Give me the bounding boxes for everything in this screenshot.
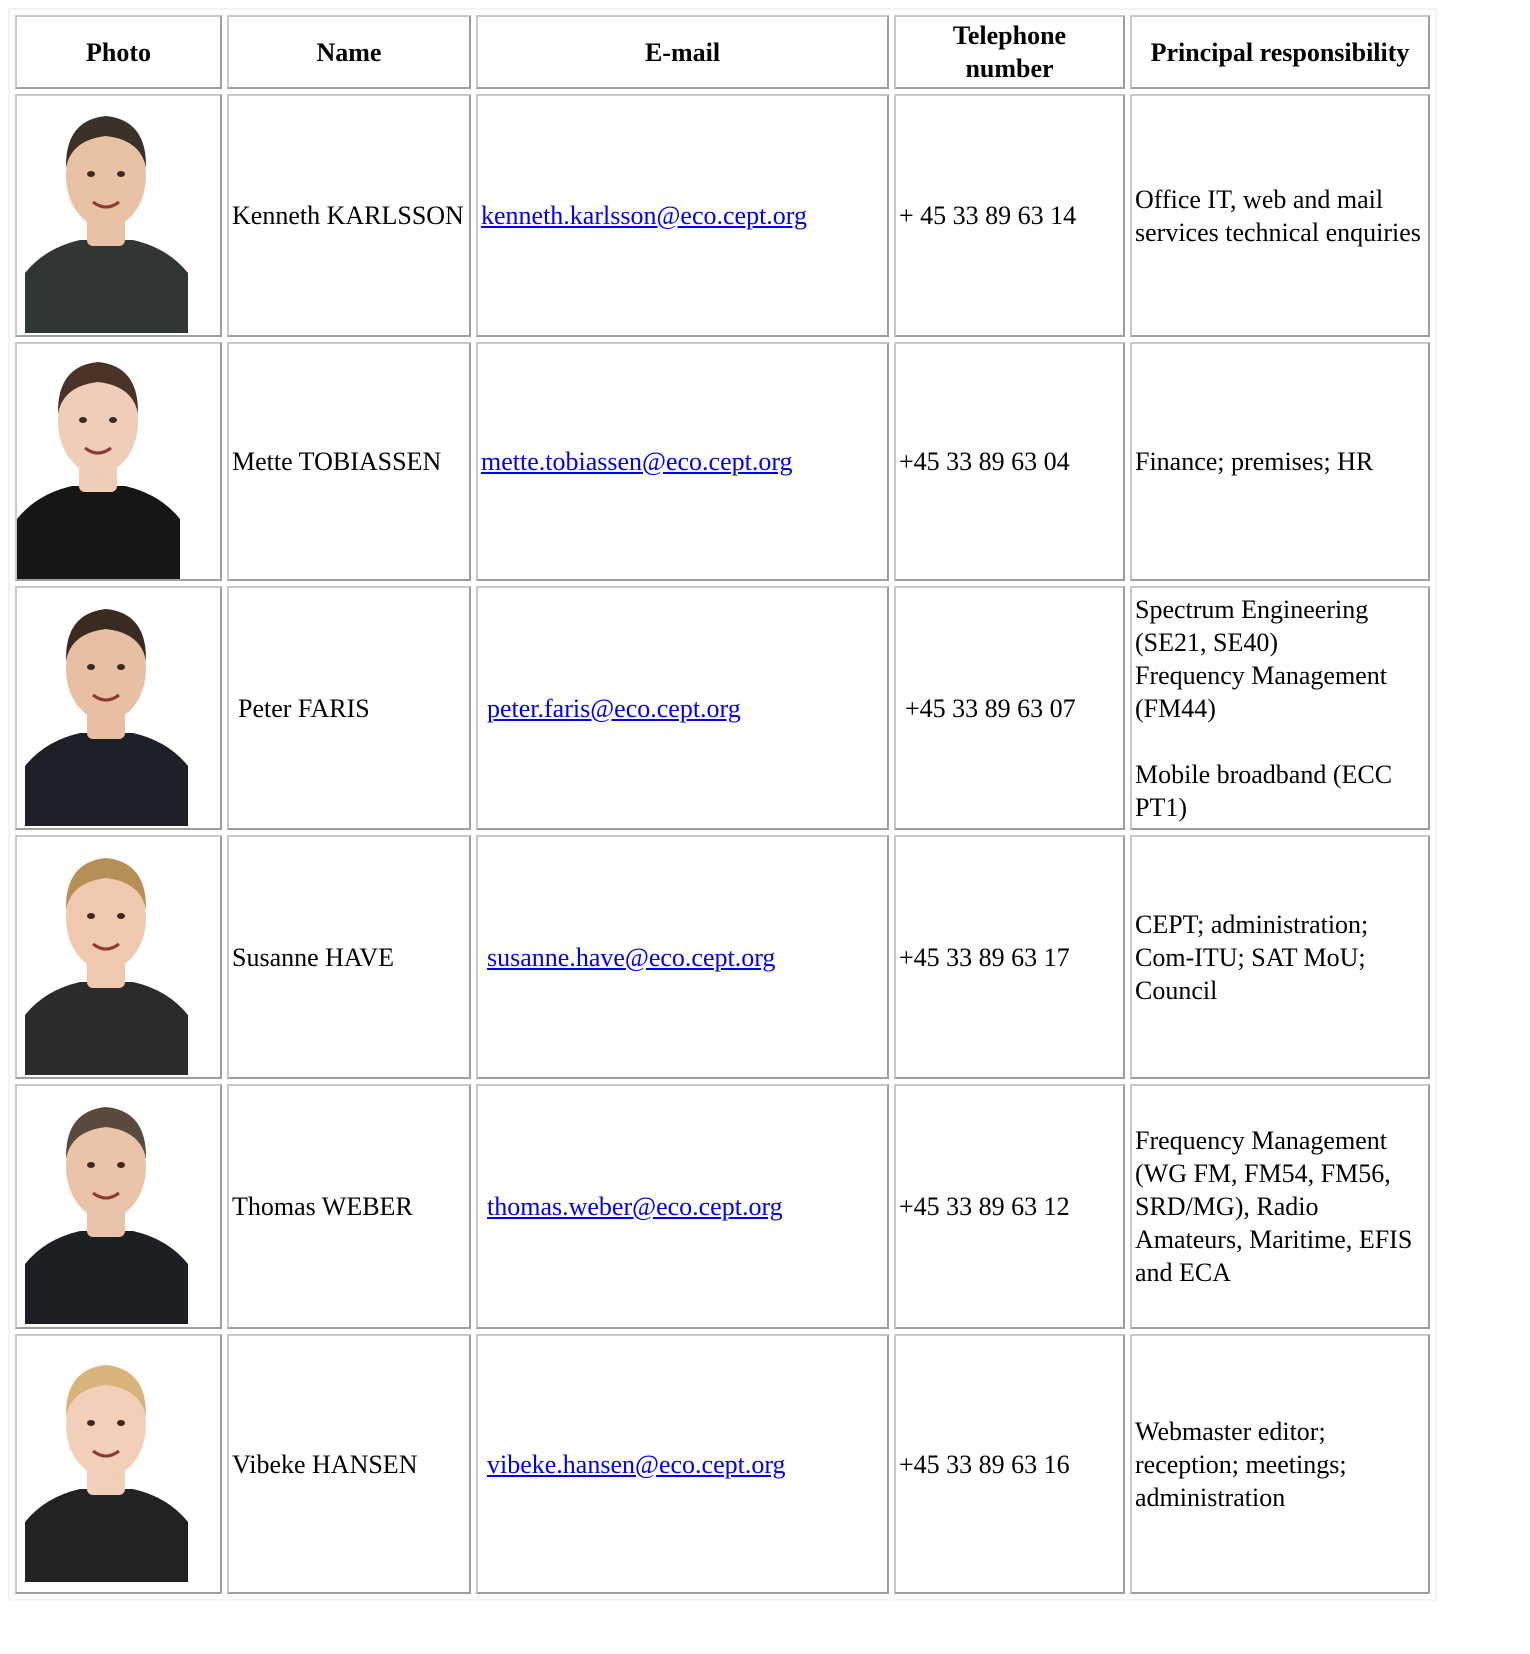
email-cell: [476, 1334, 889, 1594]
email-cell: [476, 342, 889, 581]
telephone-number: +45 33 89 63 12: [899, 1192, 1070, 1221]
responsibility-line: Webmaster editor; reception; meetings; administration: [1135, 1416, 1347, 1512]
responsibility-line: [1135, 725, 1425, 758]
email-link[interactable]: susanne.have@eco.cept.org: [487, 942, 776, 972]
photo-cell: [15, 1084, 222, 1329]
photo-cell: [15, 835, 222, 1079]
name-cell: [227, 94, 471, 337]
email-cell: [476, 94, 889, 337]
responsibility-cell: [1130, 94, 1430, 337]
responsibility-line: Mobile broadband (ECC PT1): [1135, 759, 1393, 822]
telephone-cell: [894, 94, 1125, 337]
email-cell: [476, 1084, 889, 1329]
header-responsibility: Principal responsibility: [1130, 15, 1430, 89]
telephone-cell: [894, 835, 1125, 1079]
header-email: E-mail: [476, 15, 889, 89]
person-name: Kenneth KARLSSON: [232, 201, 464, 230]
header-name: Name: [227, 15, 471, 89]
person-name: Susanne HAVE: [232, 942, 395, 972]
responsibility-cell: [1130, 1084, 1430, 1329]
person-photo-icon: [25, 840, 188, 1075]
table-row: [15, 94, 1430, 337]
person-photo-icon: [25, 1347, 188, 1582]
person-photo-icon: [25, 591, 188, 826]
email-link[interactable]: kenneth.karlsson@eco.cept.org: [481, 201, 807, 230]
responsibility-line: Frequency Management (FM44): [1135, 660, 1387, 723]
person-photo-icon: [25, 98, 188, 333]
email-link[interactable]: mette.tobiassen@eco.cept.org: [481, 447, 793, 476]
name-cell: [227, 586, 471, 830]
table-row: [15, 835, 1430, 1079]
responsibility-cell: [1130, 835, 1430, 1079]
telephone-cell: [894, 342, 1125, 581]
responsibility-line: Finance; premises; HR: [1135, 447, 1374, 476]
telephone-number: +45 33 89 63 17: [899, 942, 1070, 972]
name-cell: [227, 1084, 471, 1329]
responsibility-line: Frequency Management (WG FM, FM54, FM56, SRD/MG), Radio Amateurs, Maritime, EFIS and ECA: [1135, 1126, 1413, 1287]
telephone-cell: [894, 1334, 1125, 1594]
name-cell: [227, 835, 471, 1079]
email-cell: [476, 586, 889, 830]
header-photo: Photo: [15, 15, 222, 89]
photo-cell: [15, 1334, 222, 1594]
responsibility-cell: [1130, 586, 1430, 830]
staff-table: [8, 8, 1437, 1601]
telephone-cell: [894, 586, 1125, 830]
header-row: [15, 15, 1430, 89]
email-link[interactable]: peter.faris@eco.cept.org: [487, 693, 741, 723]
responsibility-cell: [1130, 342, 1430, 581]
email-cell: [476, 835, 889, 1079]
table-row: [15, 1334, 1430, 1594]
person-photo-icon: [17, 344, 180, 579]
person-name: Thomas WEBER: [232, 1192, 413, 1221]
telephone-number: + 45 33 89 63 14: [899, 201, 1077, 230]
header-telephone: Telephone number: [894, 15, 1125, 89]
photo-cell: [15, 586, 222, 830]
person-name: Vibeke HANSEN: [232, 1449, 418, 1479]
table-row: [15, 342, 1430, 581]
name-cell: [227, 342, 471, 581]
person-name: Peter FARIS: [238, 693, 370, 723]
telephone-number: +45 33 89 63 04: [899, 447, 1070, 476]
telephone-number: +45 33 89 63 07: [905, 693, 1076, 723]
email-link[interactable]: vibeke.hansen@eco.cept.org: [487, 1449, 786, 1479]
email-link[interactable]: thomas.weber@eco.cept.org: [487, 1192, 783, 1221]
telephone-cell: [894, 1084, 1125, 1329]
table-row: [15, 1084, 1430, 1329]
photo-cell: [15, 94, 222, 337]
photo-cell: [15, 342, 222, 581]
person-photo-icon: [25, 1089, 188, 1324]
table-row: [15, 586, 1430, 830]
responsibility-cell: [1130, 1334, 1430, 1594]
person-name: Mette TOBIASSEN: [232, 447, 442, 476]
responsibility-line: Spectrum Engineering (SE21, SE40): [1135, 594, 1369, 657]
responsibility-line: CEPT; administration; Com-ITU; SAT MoU; Council: [1135, 909, 1369, 1005]
telephone-number: +45 33 89 63 16: [899, 1449, 1070, 1479]
responsibility-line: Office IT, web and mail services technical enquiries: [1135, 184, 1421, 247]
name-cell: [227, 1334, 471, 1594]
